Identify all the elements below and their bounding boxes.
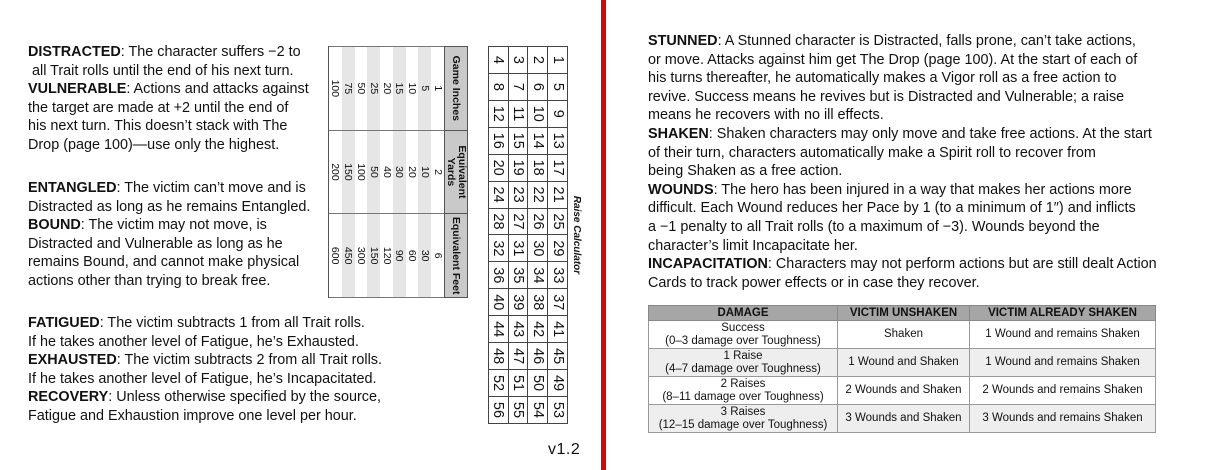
victim-unshaken-cell: Shaken	[838, 321, 970, 349]
damage-result: Success	[721, 321, 765, 334]
wounds-entry: WOUNDS: The hero has been injured in a way that makes her actions more difficult. Each Wound reduces her Pace by 1 (to a minimum of 1″) and inflicts a −1 penalty to all Trait rolls (to a maximum of −3). Wounds beyond the character’s limit Incapacitate her.	[648, 181, 1136, 254]
header-equivalent-yards: Equivalent Yards	[445, 130, 468, 214]
table-row	[393, 47, 406, 298]
victim-unshaken-cell: 3 Wounds and Shaken	[838, 405, 970, 433]
raise-cell: 36	[489, 262, 509, 289]
table-row	[406, 47, 419, 298]
raise-cell: 4	[489, 47, 509, 74]
conversion-cell: 20	[380, 47, 393, 131]
raise-cell: 3	[508, 47, 528, 74]
raise-cell: 41	[548, 316, 568, 343]
table-row	[649, 405, 1156, 433]
conversion-cell: 600	[329, 214, 342, 298]
conversion-cell: 75	[342, 47, 355, 131]
entangled-bound-block	[28, 179, 310, 291]
damage-range: (12–15 damage over Toughness)	[658, 418, 828, 431]
table-row	[355, 47, 368, 298]
raise-cell: 25	[548, 208, 568, 235]
table-row	[649, 377, 1156, 405]
raise-cell: 22	[528, 181, 548, 208]
table-row	[548, 47, 568, 424]
status-conditions-block	[648, 32, 1157, 292]
victim-unshaken-cell: 1 Wound and Shaken	[838, 349, 970, 377]
raise-cell: 13	[548, 127, 568, 154]
damage-range: (4–7 damage over Toughness)	[665, 362, 821, 375]
raise-cell: 32	[489, 235, 509, 262]
raise-calculator	[488, 46, 584, 424]
header-victim-already-shaken: VICTIM ALREADY SHAKEN	[970, 306, 1156, 321]
raise-cell: 33	[548, 262, 568, 289]
page-divider	[601, 0, 606, 470]
stunned-entry: STUNNED: A Stunned character is Distracted, falls prone, can’t take actions, or move. Attacks against him get The Drop (page 100). At the start of each of his turns thereafter, he automatically makes a Vigor roll as a free action to revive. Success means he revives but is Distracted and Vulnerable; a raise means he recovers with no ill effects.	[648, 33, 1138, 124]
conversion-cell: 40	[380, 130, 393, 214]
raise-cell: 21	[548, 181, 568, 208]
fatigue-block	[28, 314, 382, 426]
raise-cell: 7	[508, 73, 528, 100]
conversion-cell: 150	[367, 214, 380, 298]
raise-cell: 11	[508, 100, 528, 127]
conversion-cell: 60	[406, 214, 419, 298]
conversion-cell: 150	[342, 130, 355, 214]
raise-cell: 17	[548, 154, 568, 181]
damage-table	[648, 305, 1156, 433]
raise-cell: 51	[508, 370, 528, 397]
conversion-cell: 15	[393, 47, 406, 131]
damage-cell	[649, 405, 838, 433]
raise-cell: 5	[548, 73, 568, 100]
raise-cell: 40	[489, 289, 509, 316]
damage-range: (0–3 damage over Toughness)	[665, 334, 821, 347]
conversion-cell: 100	[355, 130, 368, 214]
header-game-inches: Game Inches	[445, 47, 468, 131]
victim-shaken-cell: 1 Wound and remains Shaken	[970, 321, 1156, 349]
conversion-cell: 30	[418, 214, 431, 298]
raise-cell: 10	[528, 100, 548, 127]
raise-cell: 52	[489, 370, 509, 397]
victim-shaken-cell: 3 Wounds and remains Shaken	[970, 405, 1156, 433]
raise-cell: 31	[508, 235, 528, 262]
damage-cell	[649, 321, 838, 349]
raise-cell: 44	[489, 316, 509, 343]
header-damage: DAMAGE	[649, 306, 838, 321]
raise-cell: 38	[528, 289, 548, 316]
raise-cell: 49	[548, 370, 568, 397]
fatigued-entry: FATIGUED: The victim subtracts 1 from all Trait rolls. If he takes another level of Fatigue, he’s Exhausted.	[28, 315, 365, 350]
table-row	[418, 47, 431, 298]
conversion-cell: 450	[342, 214, 355, 298]
raise-cell: 24	[489, 181, 509, 208]
raise-cell: 37	[548, 289, 568, 316]
raise-cell: 35	[508, 262, 528, 289]
victim-shaken-cell: 2 Wounds and remains Shaken	[970, 377, 1156, 405]
shaken-entry: SHAKEN: Shaken characters may only move and take free actions. At the start of their turn, characters automatically make a Spirit roll to recover from being Shaken as a free action.	[648, 125, 1152, 180]
raise-cell: 34	[528, 262, 548, 289]
table-row	[649, 321, 1156, 349]
recovery-entry: RECOVERY: Unless otherwise specified by the source, Fatigue and Exhaustion improve one level per hour.	[28, 389, 381, 424]
vulnerable-entry: VULNERABLE: Actions and attacks against the target are made at +2 until the end of his next turn. This doesn’t stack with The Drop (page 100)—use only the highest.	[28, 81, 309, 153]
exhausted-entry: EXHAUSTED: The victim subtracts 2 from all Trait rolls. If he takes another level of Fatigue, he’s Incapacitated.	[28, 352, 382, 387]
raise-cell: 1	[548, 47, 568, 74]
raise-cell: 30	[528, 235, 548, 262]
victim-shaken-cell: 1 Wound and remains Shaken	[970, 349, 1156, 377]
raise-cell: 8	[489, 73, 509, 100]
conversion-cell: 25	[367, 47, 380, 131]
conversion-cell: 200	[329, 130, 342, 214]
header-equivalent-feet: Equivalent Feet	[445, 214, 468, 298]
raise-cell: 26	[528, 208, 548, 235]
table-row	[431, 47, 444, 298]
raise-cell: 20	[489, 154, 509, 181]
table-row	[528, 47, 548, 424]
raise-cell: 27	[508, 208, 528, 235]
table-row	[342, 47, 355, 298]
entangled-entry: ENTANGLED: The victim can’t move and is Distracted as long as he remains Entangled.	[28, 180, 311, 215]
raise-calculator-title: Raise Calculator	[571, 195, 582, 275]
conversion-cell: 10	[418, 130, 431, 214]
conversion-cell: 90	[393, 214, 406, 298]
conversion-cell: 100	[329, 47, 342, 131]
conversion-cell: 5	[418, 47, 431, 131]
distance-conversion-table	[328, 46, 468, 298]
raise-cell: 53	[548, 396, 568, 423]
raise-cell: 54	[528, 396, 548, 423]
raise-cell: 23	[508, 181, 528, 208]
distracted-entry: DISTRACTED: The character suffers −2 to all Trait rolls until the end of his next turn.	[28, 44, 301, 79]
raise-cell: 29	[548, 235, 568, 262]
raise-cell: 42	[528, 316, 548, 343]
table-row	[380, 47, 393, 298]
damage-result: 3 Raises	[720, 405, 766, 418]
conversion-cell: 10	[406, 47, 419, 131]
damage-range: (8–11 damage over Toughness)	[662, 390, 824, 403]
conversion-cell: 300	[355, 214, 368, 298]
raise-cell: 50	[528, 370, 548, 397]
raise-cell: 15	[508, 127, 528, 154]
raise-cell: 6	[528, 73, 548, 100]
raise-cell: 46	[528, 343, 548, 370]
raise-cell: 43	[508, 316, 528, 343]
raise-cell: 56	[489, 396, 509, 423]
conversion-cell: 2	[431, 130, 444, 214]
conversion-cell: 50	[367, 130, 380, 214]
conversion-cell: 30	[393, 130, 406, 214]
raise-cell: 55	[508, 396, 528, 423]
table-row	[367, 47, 380, 298]
conversion-cell: 1	[431, 47, 444, 131]
bound-entry: BOUND: The victim may not move, is Distracted and Vulnerable as long as he remains Bound, and cannot make physical actions other than trying to break free.	[28, 217, 300, 289]
damage-cell	[649, 349, 838, 377]
raise-cell: 48	[489, 343, 509, 370]
distracted-vulnerable-block	[28, 43, 309, 155]
conversion-cell: 6	[431, 214, 444, 298]
raise-cell: 18	[528, 154, 548, 181]
table-row	[329, 47, 342, 298]
conversion-cell: 50	[355, 47, 368, 131]
damage-cell	[649, 377, 838, 405]
victim-unshaken-cell: 2 Wounds and Shaken	[838, 377, 970, 405]
version-label: v1.2	[548, 441, 581, 458]
raise-cell: 12	[489, 100, 509, 127]
raise-cell: 16	[489, 127, 509, 154]
raise-cell: 47	[508, 343, 528, 370]
raise-cell: 28	[489, 208, 509, 235]
damage-result: 2 Raises	[720, 377, 766, 390]
damage-result: 1 Raise	[723, 349, 763, 362]
raise-cell: 45	[548, 343, 568, 370]
raise-cell: 19	[508, 154, 528, 181]
conversion-cell: 120	[380, 214, 393, 298]
raise-cell: 39	[508, 289, 528, 316]
header-victim-unshaken: VICTIM UNSHAKEN	[838, 306, 970, 321]
table-row	[508, 47, 528, 424]
raise-cell: 9	[548, 100, 568, 127]
raise-cell: 2	[528, 47, 548, 74]
raise-cell: 14	[528, 127, 548, 154]
table-row	[649, 349, 1156, 377]
conversion-cell: 20	[406, 130, 419, 214]
table-row	[489, 47, 509, 424]
incapacitation-entry: INCAPACITATION: Characters may not perform actions but are still dealt Action Cards to track power effects or in case they recover.	[648, 256, 1157, 291]
